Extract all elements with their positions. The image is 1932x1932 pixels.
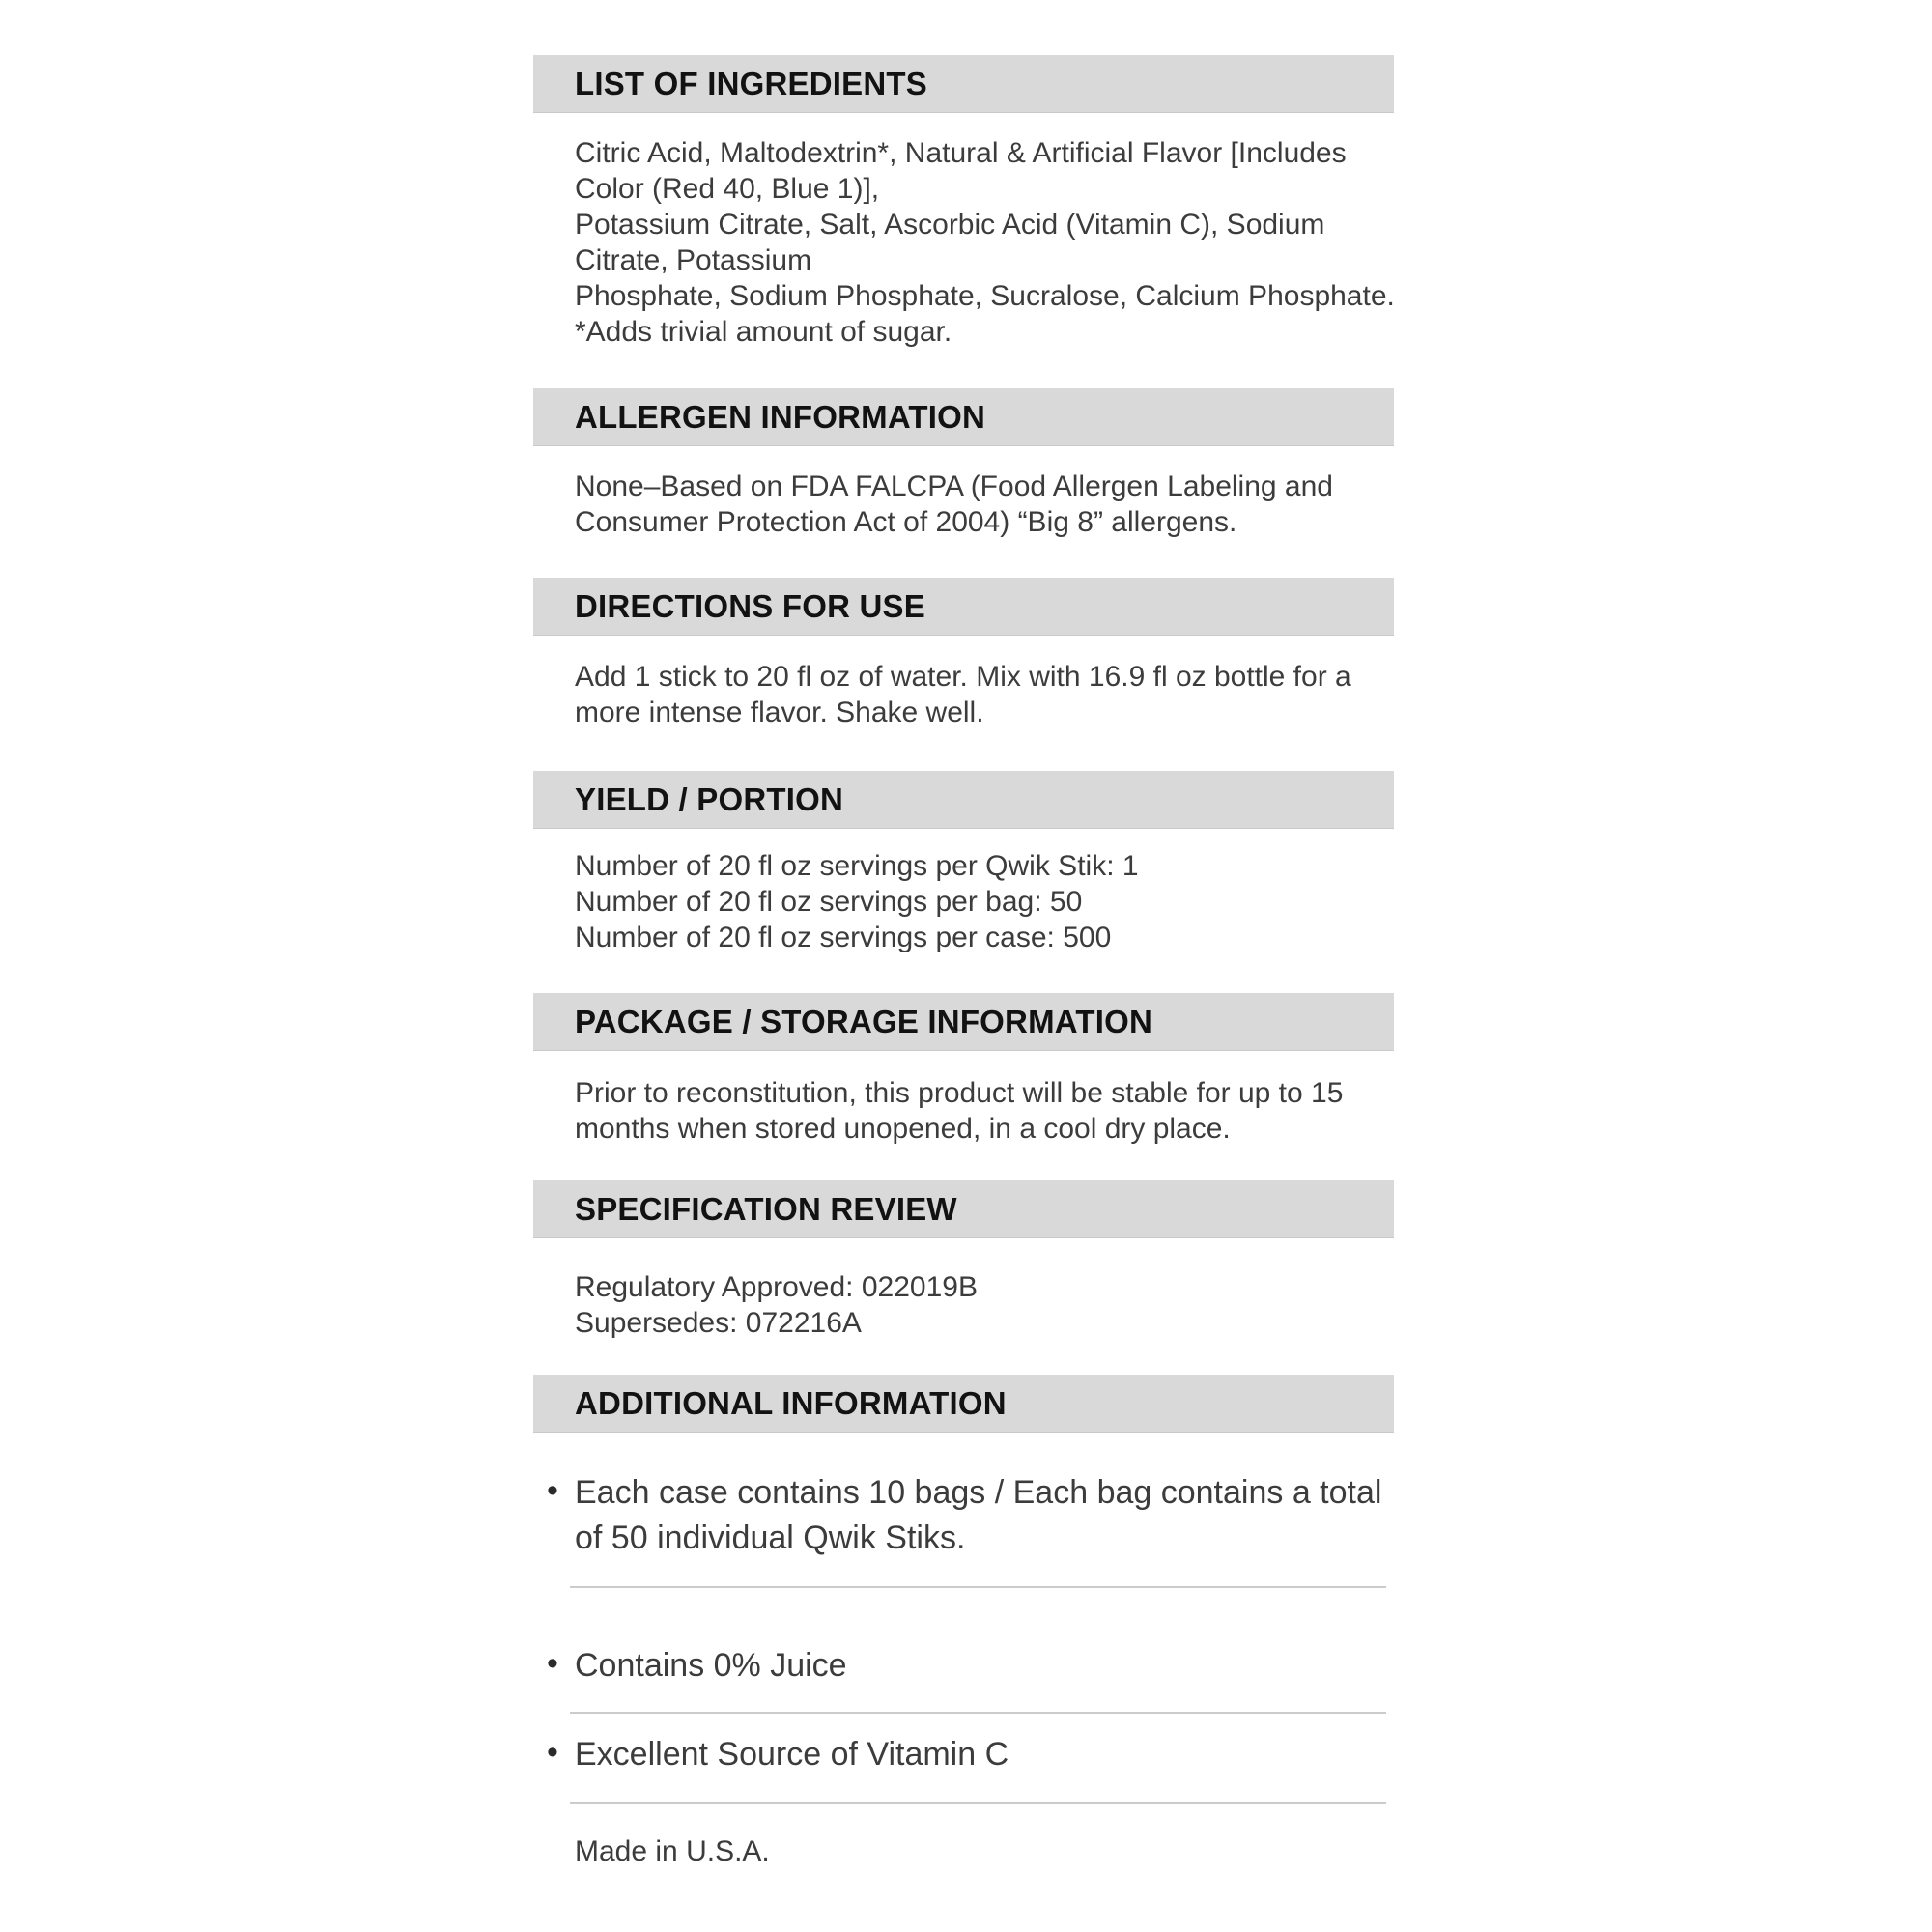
- bullet-line: of 50 individual Qwik Stiks.: [575, 1520, 966, 1556]
- section-body-ingredients: [575, 135, 1541, 350]
- body-line: Citrate, Potassium: [575, 244, 812, 276]
- section-body-specification: [575, 1269, 1541, 1341]
- body-line: Add 1 stick to 20 fl oz of water. Mix with 16.9 fl oz bottle for a: [575, 661, 1351, 693]
- section-header-specification: [533, 1180, 1394, 1238]
- bullet-line: Contains 0% Juice: [575, 1647, 847, 1684]
- body-line: Potassium Citrate, Salt, Ascorbic Acid (Vitamin C), Sodium: [575, 209, 1325, 241]
- bullet-item-vitamin-c: [547, 1732, 1541, 1777]
- section-header-allergen: [533, 388, 1394, 446]
- body-line: Number of 20 fl oz servings per case: 500: [575, 922, 1112, 953]
- body-line: *Adds trivial amount of sugar.: [575, 316, 952, 348]
- section-title: DIRECTIONS FOR USE: [575, 588, 925, 624]
- section-title: ADDITIONAL INFORMATION: [575, 1385, 1007, 1421]
- body-line: None–Based on FDA FALCPA (Food Allergen Labeling and: [575, 470, 1333, 502]
- body-line: Phosphate, Sodium Phosphate, Sucralose, Calcium Phosphate.: [575, 280, 1395, 312]
- section-title: ALLERGEN INFORMATION: [575, 399, 986, 435]
- body-line: Consumer Protection Act of 2004) “Big 8” allergens.: [575, 506, 1237, 538]
- bullet-item-juice-content: [547, 1643, 1541, 1689]
- section-body-allergen: [575, 469, 1541, 540]
- section-title: LIST OF INGREDIENTS: [575, 66, 927, 101]
- bullet-line: Each case contains 10 bags / Each bag contains a total: [575, 1474, 1382, 1511]
- divider-line: [570, 1802, 1386, 1804]
- body-line: Citric Acid, Maltodextrin*, Natural & Artificial Flavor [Includes: [575, 137, 1347, 169]
- bullet-dot: •: [547, 1645, 558, 1682]
- body-line: Number of 20 fl oz servings per bag: 50: [575, 886, 1083, 918]
- divider-line: [570, 1586, 1386, 1588]
- section-header-yield: [533, 771, 1394, 829]
- body-line: Color (Red 40, Blue 1)],: [575, 173, 880, 205]
- section-header-additional: [533, 1375, 1394, 1433]
- made-in-usa-text: Made in U.S.A.: [575, 1835, 770, 1867]
- section-body-package: [575, 1075, 1541, 1147]
- body-line: Regulatory Approved: 022019B: [575, 1271, 978, 1303]
- bullet-line: Excellent Source of Vitamin C: [575, 1736, 1009, 1773]
- body-line: Prior to reconstitution, this product will be stable for up to 15: [575, 1077, 1344, 1109]
- section-title: YIELD / PORTION: [575, 781, 844, 817]
- body-line: more intense flavor. Shake well.: [575, 696, 984, 728]
- body-line: months when stored unopened, in a cool dry place.: [575, 1113, 1231, 1145]
- body-line: Supersedes: 072216A: [575, 1307, 862, 1339]
- body-line: Number of 20 fl oz servings per Qwik Stik: 1: [575, 850, 1139, 882]
- section-header-directions: [533, 578, 1394, 636]
- bullet-dot: •: [547, 1734, 558, 1771]
- section-body-yield: [575, 848, 1541, 955]
- section-title: SPECIFICATION REVIEW: [575, 1191, 957, 1227]
- section-body-directions: [575, 659, 1541, 730]
- divider-line: [570, 1712, 1386, 1714]
- bullet-item-case-contents: [547, 1470, 1541, 1561]
- section-header-ingredients: [533, 55, 1394, 113]
- bullet-dot: •: [547, 1472, 558, 1509]
- section-header-package: [533, 993, 1394, 1051]
- section-title: PACKAGE / STORAGE INFORMATION: [575, 1004, 1152, 1039]
